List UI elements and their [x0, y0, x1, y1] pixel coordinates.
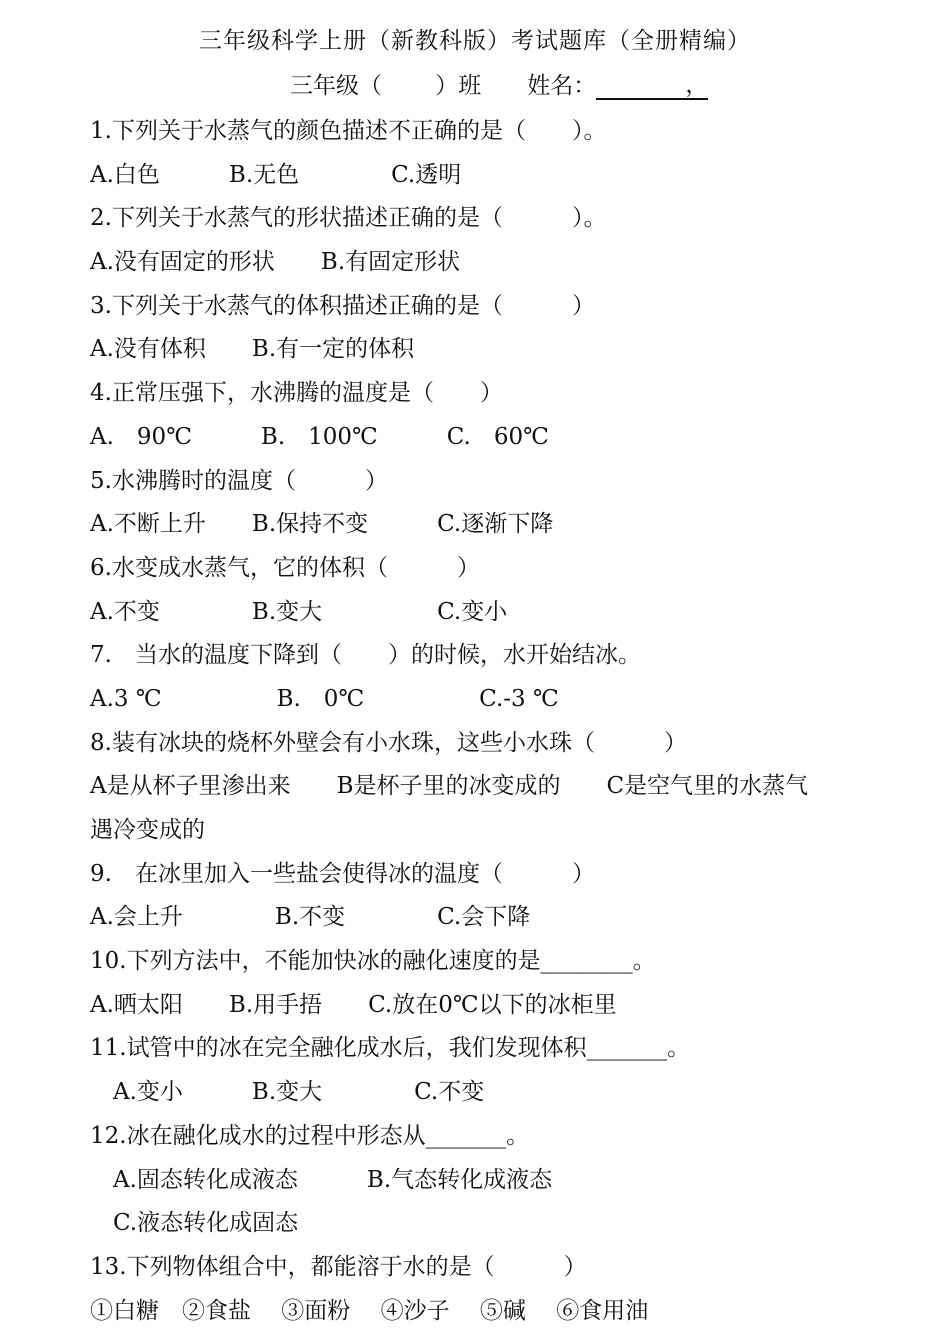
question-stem: 2.下列关于水蒸气的形状描述正确的是（ ）。 — [90, 205, 607, 232]
question-options: A.白色 B.无色 C.透明 — [90, 161, 462, 188]
question-options: 遇冷变成的 — [90, 817, 205, 843]
grade-class-name-line — [290, 67, 708, 100]
question-options: A.没有体积 B.有一定的体积 — [90, 336, 415, 363]
question-stem: 13.下列物体组合中，都能溶于水的是（ ） — [90, 1253, 587, 1280]
question-stem: 9. 在冰里加入一些盐会使得冰的温度（ ） — [90, 860, 595, 887]
question-options: C.液态转化成固态 — [90, 1210, 299, 1237]
name-blank — [596, 72, 708, 100]
question-stem: 1.下列关于水蒸气的颜色描述不正确的是（ ）。 — [90, 118, 607, 144]
name-blank-mark: ， — [685, 72, 709, 98]
question-options: A是从杯子里渗出来 B是杯子里的冰变成的 C是空气里的水蒸气 — [90, 773, 809, 800]
question-stem: 5.水沸腾时的温度（ ） — [90, 467, 388, 494]
question-options: A.会上升 B.不变 C.会下降 — [90, 904, 531, 931]
question-stem: 4.正常压强下，水沸腾的温度是（ ） — [90, 380, 503, 407]
question-stem: 11.试管中的冰在完全融化成水后，我们发现体积_______。 — [90, 1035, 691, 1062]
question-options: A. 90℃ B. 100℃ C. 60℃ — [90, 423, 549, 450]
question-options: A.固态转化成液态 B.气态转化成液态 — [90, 1166, 553, 1193]
question-list — [90, 110, 930, 1333]
grade-class-label: 三年级（ ）班 姓名： — [290, 73, 597, 99]
question-stem: 7. 当水的温度下降到（ ）的时候，水开始结冰。 — [90, 642, 641, 669]
question-options: A.没有固定的形状 B.有固定形状 — [90, 249, 461, 276]
question-stem: 3.下列关于水蒸气的体积描述正确的是（ ） — [90, 292, 595, 319]
question-stem: 8.装有冰块的烧杯外壁会有小水珠，这些小水珠（ ） — [90, 729, 687, 756]
question-stem: 10.下列方法中，不能加快冰的融化速度的是________。 — [90, 948, 656, 975]
question-options: A.3 ℃ B. 0℃ C.-3 ℃ — [90, 685, 559, 712]
question-options: A.不断上升 B.保持不变 C.逐渐下降 — [90, 511, 554, 538]
question-options: A.晒太阳 B.用手捂 C.放在0℃以下的冰柜里 — [90, 991, 617, 1018]
question-options: A.不变 B.变大 C.变小 — [90, 598, 508, 625]
question-options: A.变小 B.变大 C.不变 — [90, 1079, 485, 1106]
question-stem: 6.水变成水蒸气，它的体积（ ） — [90, 554, 480, 581]
question-stem: 12.冰在融化成水的过程中形态从_______。 — [90, 1122, 530, 1149]
question-options: ①白糖 ②食盐 ③面粉 ④沙子 ⑤碱 ⑥食用油 — [90, 1297, 649, 1324]
page-title: 三年级科学上册（新教科版）考试题库（全册精编） — [199, 28, 751, 54]
